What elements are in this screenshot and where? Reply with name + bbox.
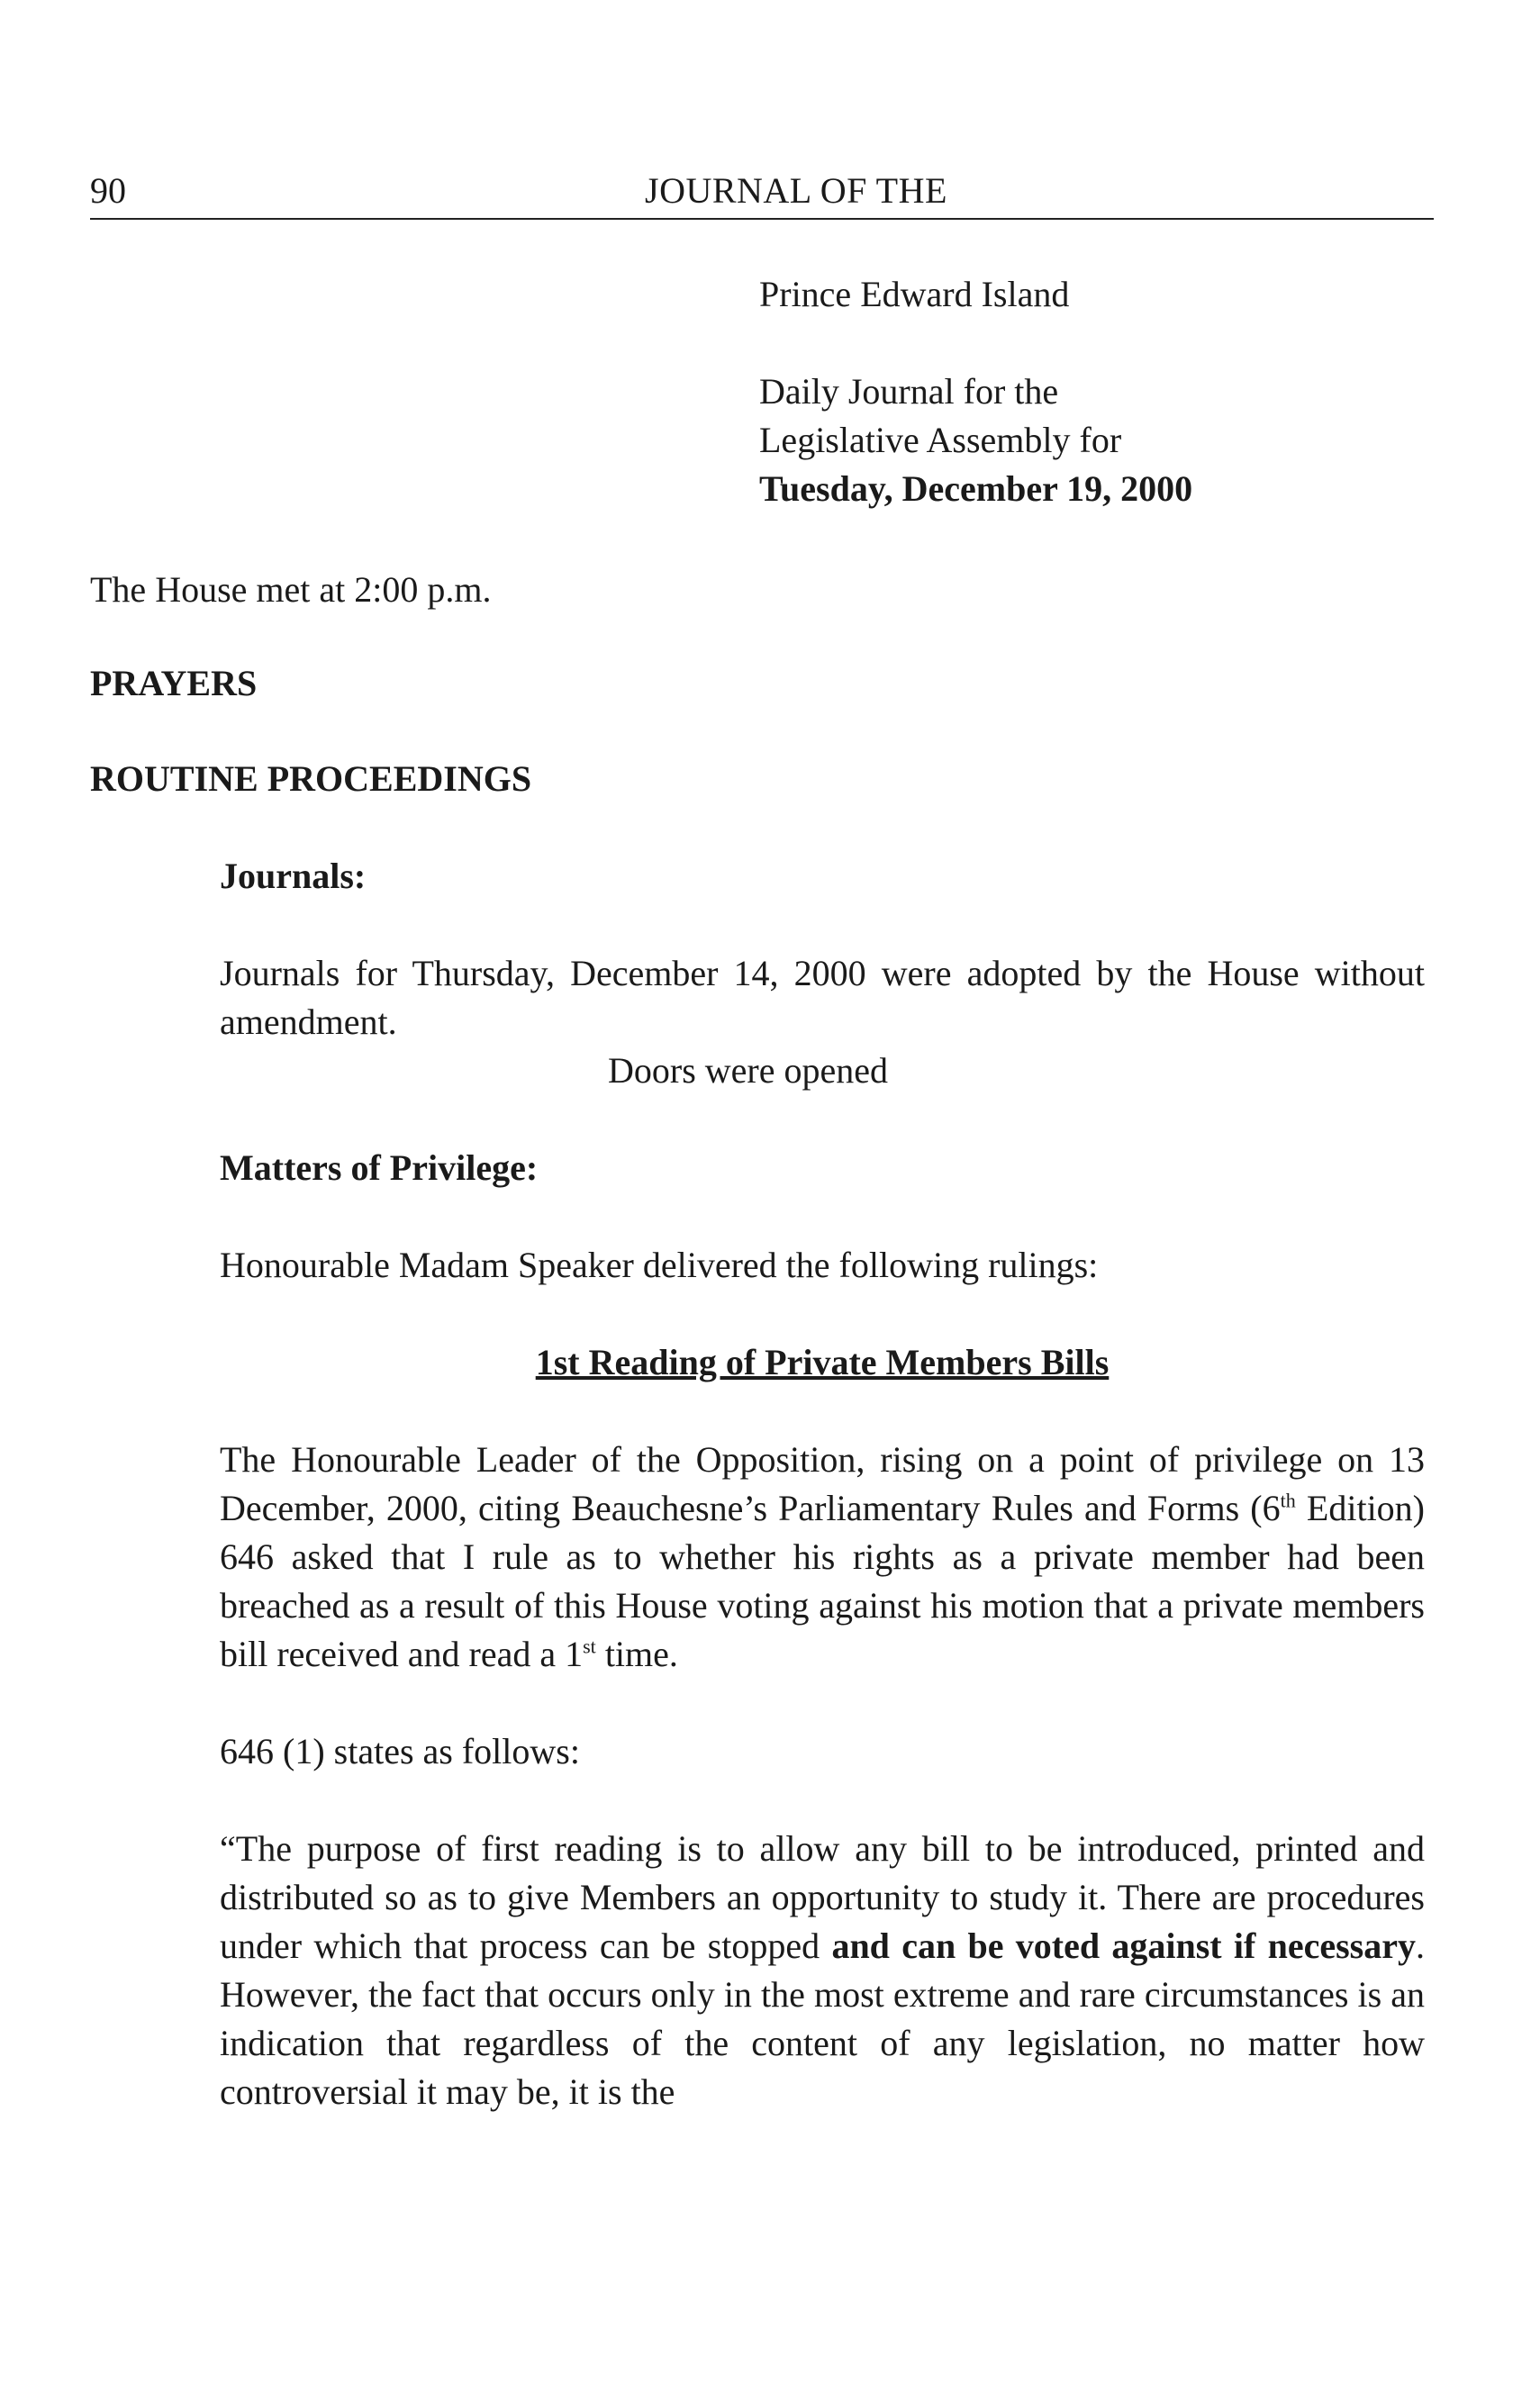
doors-opened-note: Doors were opened	[608, 1050, 888, 1091]
ruling-title	[220, 1338, 1425, 1387]
speaker-ruling-intro: Honourable Madam Speaker delivered the following rulings:	[220, 1245, 1099, 1285]
masthead-line-2: Legislative Assembly for	[759, 420, 1122, 460]
page-number: 90	[90, 170, 126, 211]
journals-heading: Journals:	[220, 856, 367, 896]
prayers-heading: PRAYERS	[90, 663, 258, 703]
page-header	[90, 169, 1434, 220]
ruling-paragraph-1-part-c: time.	[595, 1634, 678, 1674]
house-met-time: The House met at 2:00 p.m.	[90, 569, 492, 610]
quoted-passage	[220, 1825, 1425, 2116]
ruling-title-text: 1st Reading of Private Members Bills	[535, 1342, 1110, 1382]
running-title: JOURNAL OF THE	[645, 170, 947, 211]
ordinal-suffix-st: st	[583, 1635, 596, 1658]
privilege-heading: Matters of Privilege:	[220, 1147, 539, 1188]
quoted-passage-part-a: “The purpose of first reading is to allow any bill to be introduced, printed and distributed so as to give Members an opportunity to study it. There are procedures under which that process can be stopped	[220, 1828, 1425, 1966]
quoted-passage-emphasis: and can be voted against if necessary	[831, 1925, 1417, 1966]
quoted-passage-part-b: . However, the fact that occurs only in the most extreme and rare circumstances is an indication that regardless of the content of any legislation, no matter how controversial it may be, it is the	[220, 1925, 1426, 2112]
ruling-paragraph-2: 646 (1) states as follows:	[220, 1731, 580, 1771]
masthead-line-1: Daily Journal for the	[759, 371, 1059, 412]
sitting-date: Tuesday, December 19, 2000	[759, 468, 1193, 509]
routine-proceedings-heading: ROUTINE PROCEEDINGS	[90, 758, 532, 799]
ruling-paragraph-1	[220, 1436, 1425, 1679]
ruling-paragraph-1-part-a: The Honourable Leader of the Opposition, rising on a point of privilege on 13 December, 2000, citing Beauchesne’s Parliamentary Rules and Forms (6	[220, 1439, 1425, 1528]
ruling-paragraph-1-part-b: Edition) 646 asked that I rule as to whether his rights as a private member had been breached as a result of this House voting against his motion that a private members bill received and read a 1	[220, 1488, 1426, 1674]
journals-paragraph: Journals for Thursday, December 14, 2000 were adopted by the House without amendment.	[220, 953, 1425, 1042]
province-name: Prince Edward Island	[759, 274, 1070, 314]
ordinal-suffix-th: th	[1280, 1489, 1296, 1512]
